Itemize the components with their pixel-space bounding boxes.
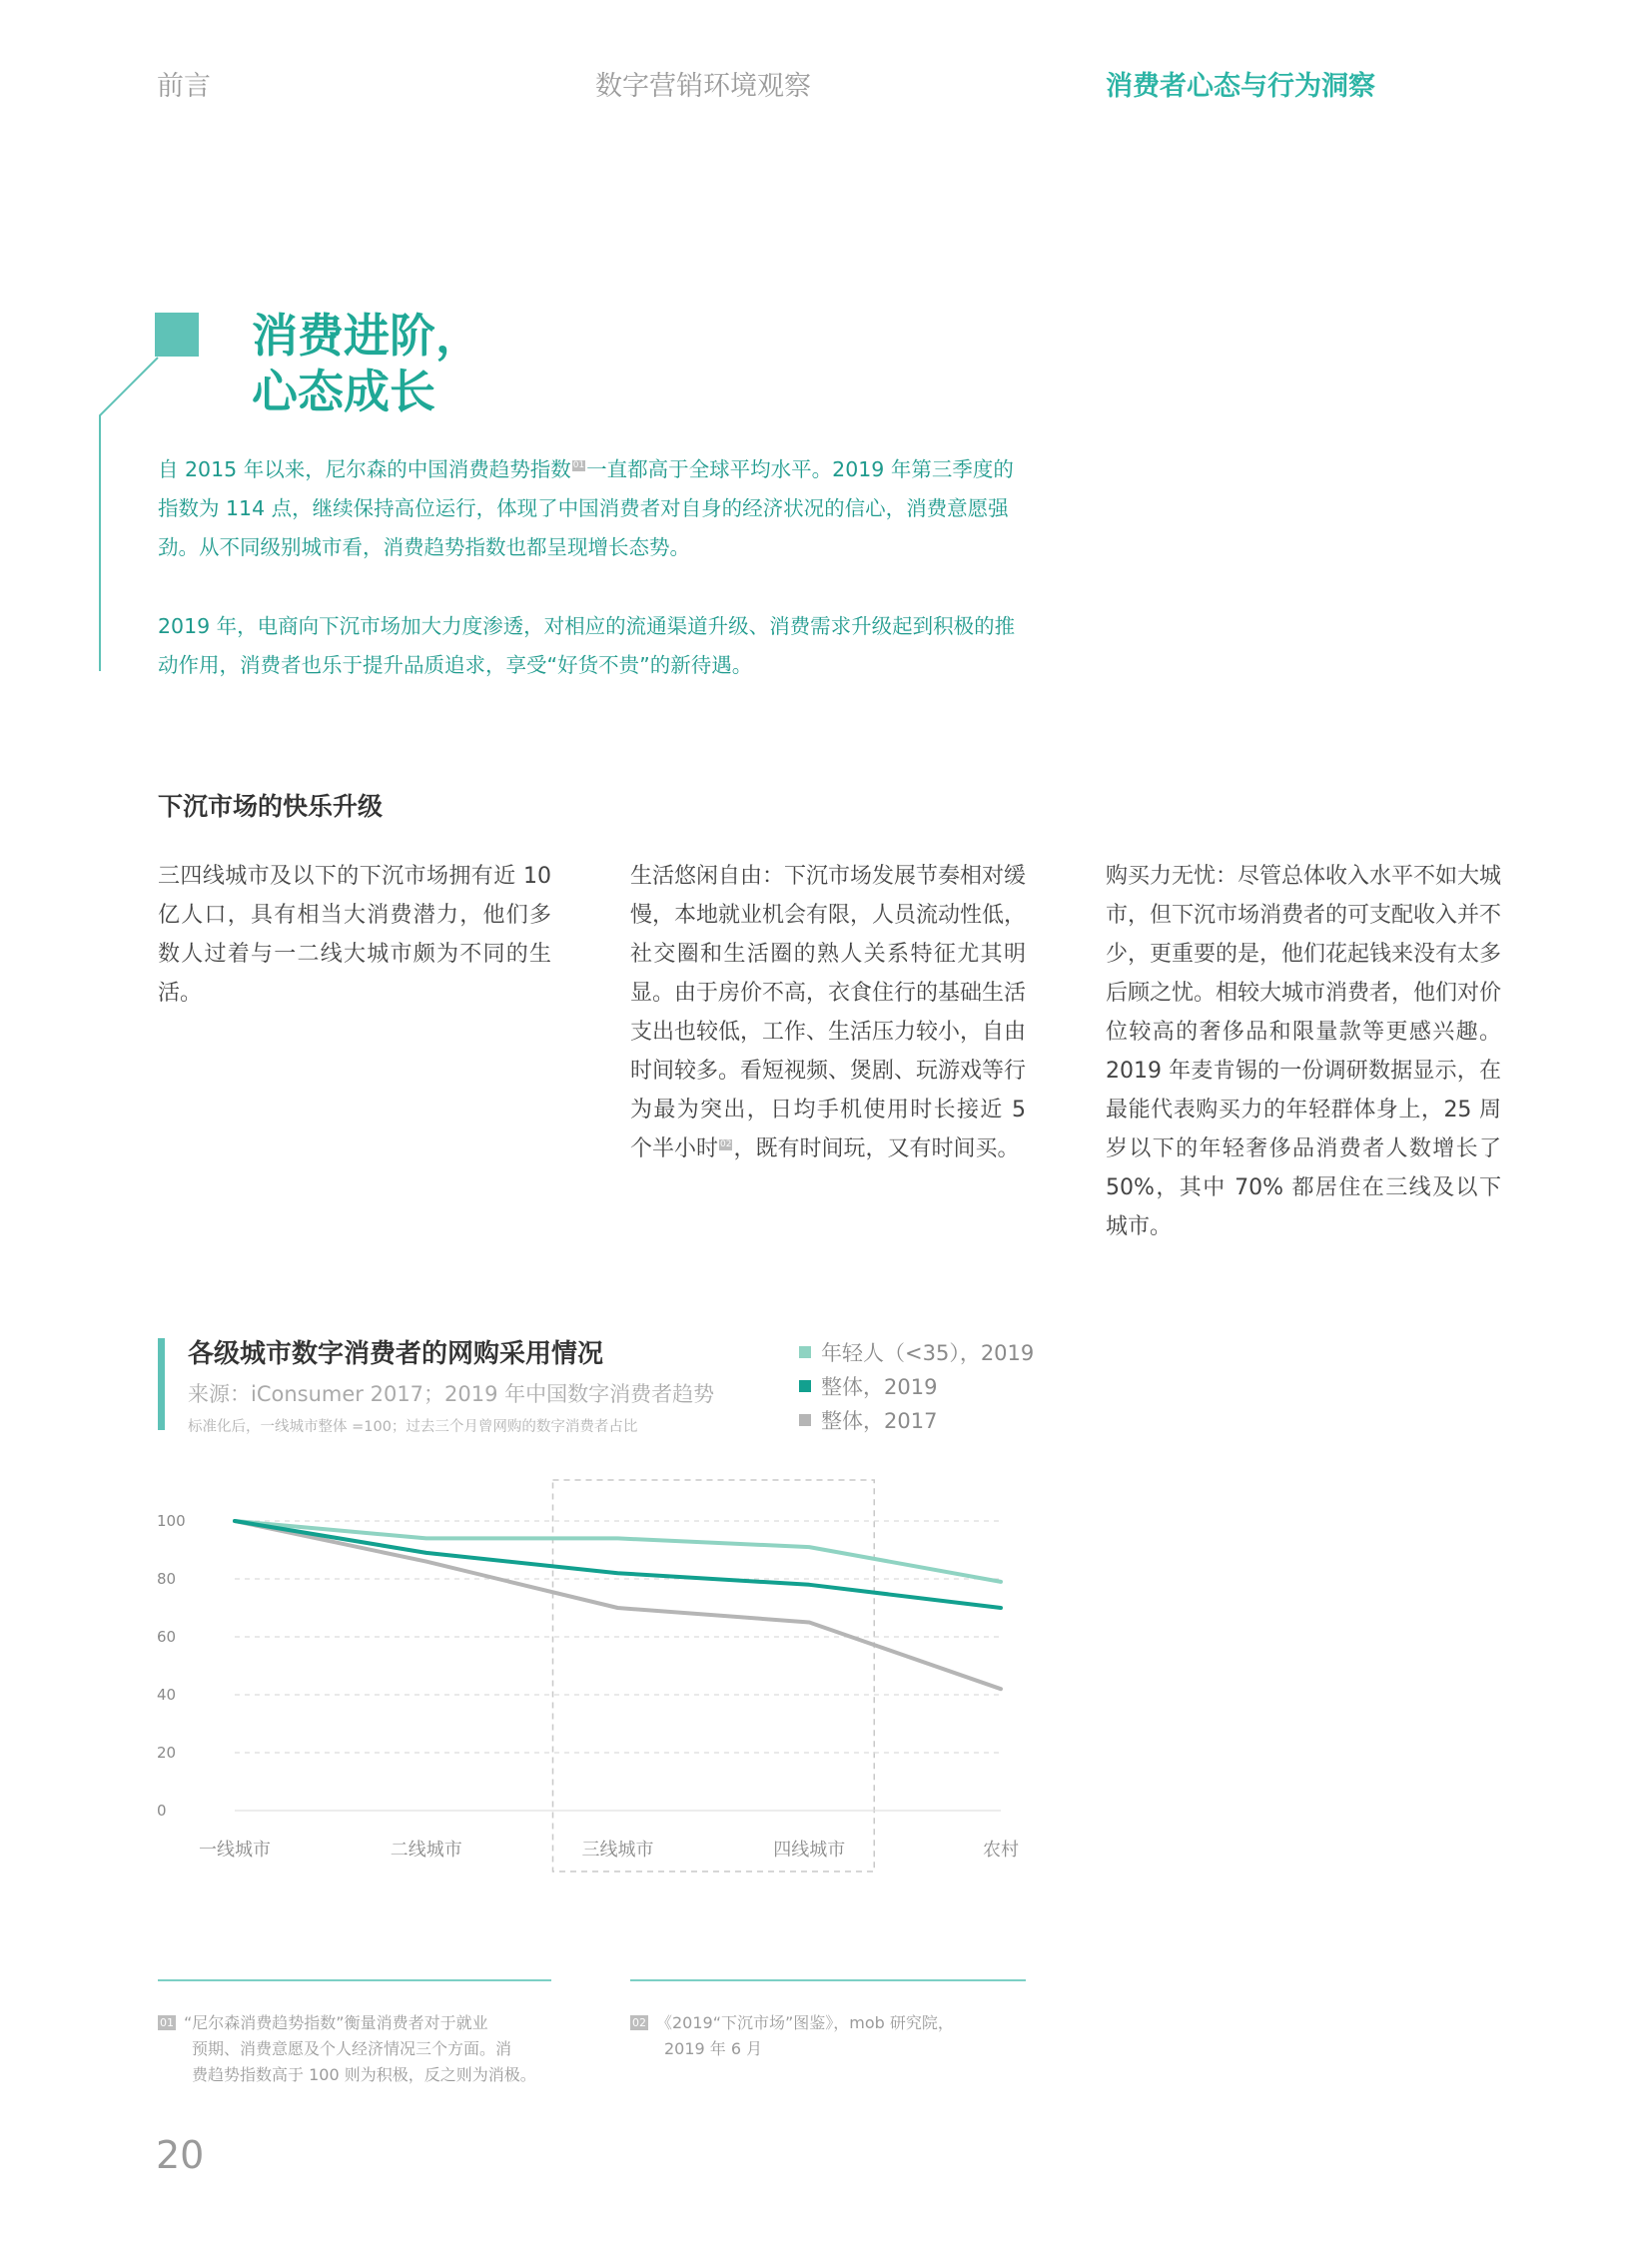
footnote-01 (158, 2010, 557, 2088)
title-square-decoration (155, 313, 199, 357)
column-2-text (630, 857, 1026, 1168)
y-tick-label: 40 (157, 1686, 177, 1704)
y-tick-label: 80 (157, 1570, 177, 1588)
intro-text-a: 自 2015 年以来，尼尔森的中国消费趋势指数 (158, 457, 571, 481)
legend-label: 整体，2017 (821, 1409, 938, 1433)
chart-source: 来源：iConsumer 2017；2019 年中国数字消费者趋势 (188, 1382, 715, 1406)
page-title-line2: 心态成长 (252, 365, 435, 418)
column-2-text-b: ，既有时间玩，又有时间买。 (733, 1136, 1020, 1161)
page-number: 20 (156, 2133, 205, 2177)
legend-label: 整体，2019 (821, 1375, 938, 1399)
x-tick-label: 四线城市 (773, 1840, 846, 1861)
footnote-line: 《2019“下沉市场”图鉴》，mob 研究院， (656, 2013, 954, 2032)
x-tick-label: 三线城市 (581, 1840, 654, 1861)
footnote-line: 费趋势指数高于 100 则为积极，反之则为消极。 (192, 2065, 536, 2084)
series-line (235, 1521, 1001, 1608)
footnote-ref-01[interactable]: 01 (572, 460, 585, 470)
nav-consumer-insight[interactable]: 消费者心态与行为洞察 (1106, 71, 1375, 102)
footnote-line: “尼尔森消费趋势指数”衡量消费者对于就业 (184, 2013, 488, 2032)
legend-label: 年轻人（<35），2019 (821, 1341, 1035, 1365)
footnote-line: 2019 年 6 月 (664, 2039, 763, 2058)
intro-paragraph-2: 2019 年，电商向下沉市场加大力度渗透，对相应的流通渠道升级、消费需求升级起到积极的推动作用，消费者也乐于提升品质追求，享受“好货不贵”的新待遇。 (158, 614, 1016, 677)
intro-text-b: 一直都高于全球平均水平。2019 年第三季度的指数为 114 点，继续保持高位运行，体现了中国消费者对自身的经济状况的信心，消费意愿强劲。从不同级别城市看，消费趋势指数也都呈现增长态势。 (158, 457, 1014, 559)
intro-paragraph-1 (158, 450, 1027, 567)
legend-item-overall-2017 (799, 1403, 1034, 1437)
column-3-text: 购买力无忧：尽管总体收入水平不如大城市，但下沉市场消费者的可支配收入并不少，更重要的是，他们花起钱来没有太多后顾之忧。相较大城市消费者，他们对价位较高的奢侈品和限量款等更感兴趣。2019 年麦肯锡的一份调研数据显示，在最能代表购买力的年轻群体身上，25 周岁以下的年轻奢侈品消费者人数增长了 50%，其中 70% 都居住在三线及以下城市。 (1106, 864, 1502, 1239)
footnote-rule-1 (158, 1979, 551, 1981)
footnote-number: 02 (632, 2016, 646, 2029)
section-heading: 下沉市场的快乐升级 (158, 792, 384, 821)
footnote-line: 预期、消费意愿及个人经济情况三个方面。消 (192, 2039, 512, 2058)
footnote-02 (630, 2010, 1030, 2062)
legend-swatch (799, 1414, 811, 1426)
footnote-number: 01 (160, 2016, 174, 2029)
y-tick-label: 20 (157, 1744, 177, 1762)
y-tick-label: 0 (157, 1802, 167, 1820)
x-tick-label: 农村 (983, 1840, 1019, 1861)
column-1-text: 三四线城市及以下的下沉市场拥有近 10 亿人口，具有相当大消费潜力，他们多数人过着与一二线大城市颇为不同的生活。 (158, 864, 551, 1006)
legend-item-young-2019 (799, 1335, 1034, 1369)
chart-accent-bar (158, 1338, 165, 1430)
nav-preface[interactable]: 前言 (157, 71, 211, 102)
footnote-ref-02[interactable]: 02 (720, 1139, 732, 1149)
y-tick-label: 60 (157, 1628, 177, 1646)
page-title-line1: 消费进阶， (252, 309, 481, 363)
legend-swatch (799, 1346, 811, 1358)
legend-item-overall-2019 (799, 1369, 1034, 1403)
page-title (252, 308, 481, 419)
footnote-rule-2 (630, 1979, 1026, 1981)
y-tick-label: 100 (157, 1512, 186, 1530)
chart-title: 各级城市数字消费者的网购采用情况 (188, 1339, 604, 1369)
chart-note: 标准化后，一线城市整体 =100；过去三个月曾网购的数字消费者占比 (188, 1419, 638, 1435)
nav-digital-marketing[interactable]: 数字营销环境观察 (595, 71, 811, 102)
legend-swatch (799, 1380, 811, 1392)
x-tick-label: 二线城市 (390, 1840, 462, 1861)
x-tick-label: 一线城市 (199, 1840, 271, 1861)
chart-legend (799, 1335, 1034, 1437)
line-chart (140, 1468, 1039, 1907)
column-2-text-a: 生活悠闲自由：下沉市场发展节奏相对缓慢，本地就业机会有限，人员流动性低，社交圈和生活圈的熟人关系特征尤其明显。由于房价不高，衣食住行的基础生活支出也较低，工作、生活压力较小，自由时间较多。看短视频、煲剧、玩游戏等行为最为突出，日均手机使用时长接近 5 个半小时 (630, 864, 1027, 1161)
series-line (235, 1521, 1001, 1689)
